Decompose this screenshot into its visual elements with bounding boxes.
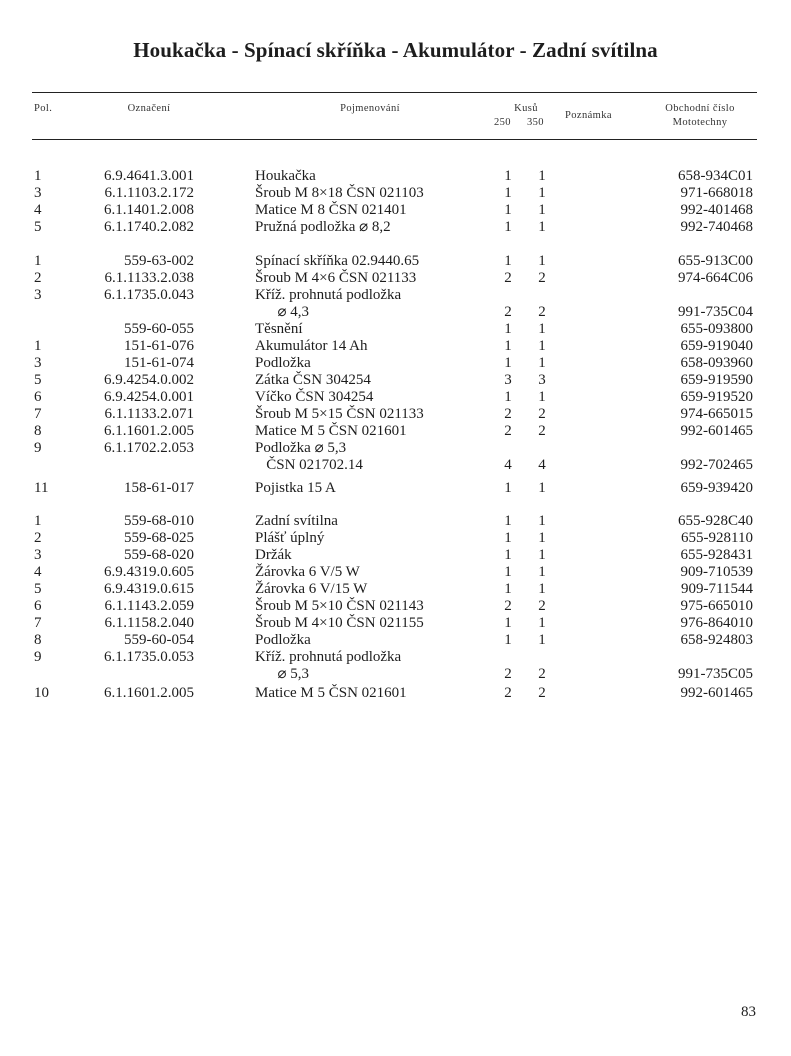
cell-pos: 2	[34, 270, 42, 286]
cell-k350: 1	[538, 321, 546, 337]
cell-k350: 4	[538, 457, 546, 473]
cell-pos: 5	[34, 581, 42, 597]
cell-name: ČSN 021702.14	[255, 457, 363, 473]
cell-pos: 4	[34, 564, 42, 580]
cell-k250: 2	[504, 598, 512, 614]
table-row	[0, 406, 791, 423]
cell-pos: 10	[34, 685, 49, 701]
table-row	[0, 202, 791, 219]
table-row	[0, 355, 791, 372]
cell-code: 6.1.1103.2.172	[104, 185, 194, 201]
cell-k350: 1	[538, 615, 546, 631]
table-row	[0, 547, 791, 564]
cell-name: Víčko ČSN 304254	[255, 389, 374, 405]
cell-order: 659-919590	[680, 372, 753, 388]
cell-pos: 8	[34, 632, 42, 648]
cell-code: 6.1.1735.0.043	[104, 287, 194, 303]
cell-code: 6.1.1133.2.038	[104, 270, 194, 286]
table-row	[0, 219, 791, 236]
cell-code: 6.9.4641.3.001	[104, 168, 194, 184]
cell-k250: 2	[504, 666, 512, 682]
cell-order: 971-668018	[680, 185, 753, 201]
cell-code: 559-68-020	[124, 547, 194, 563]
cell-pos: 3	[34, 547, 42, 563]
cell-k250: 1	[504, 389, 512, 405]
col-header-pojmenovani: Pojmenování	[340, 103, 400, 114]
cell-code: 6.1.1735.0.053	[104, 649, 194, 665]
cell-pos: 3	[34, 185, 42, 201]
cell-k250: 1	[504, 547, 512, 563]
cell-name: Žárovka 6 V/15 W	[255, 581, 368, 597]
cell-pos: 11	[34, 480, 49, 496]
cell-k250: 1	[504, 581, 512, 597]
cell-k350: 1	[538, 168, 546, 184]
table-row	[0, 513, 791, 530]
col-header-poznamka: Poznámka	[565, 110, 612, 121]
cell-order: 992-601465	[680, 685, 753, 701]
table-row	[0, 598, 791, 615]
cell-k250: 1	[504, 355, 512, 371]
cell-k350: 1	[538, 480, 546, 496]
cell-code: 6.1.1740.2.082	[104, 219, 194, 235]
cell-k250: 1	[504, 480, 512, 496]
cell-code: 6.9.4319.0.615	[104, 581, 194, 597]
cell-name: ⌀ 5,3	[255, 666, 310, 682]
cell-pos: 3	[34, 287, 42, 303]
cell-k350: 1	[538, 253, 546, 269]
cell-order: 659-919040	[680, 338, 753, 354]
cell-pos: 7	[34, 406, 42, 422]
table-row	[0, 253, 791, 270]
cell-k250: 1	[504, 202, 512, 218]
cell-order: 975-665010	[680, 598, 753, 614]
cell-pos: 1	[34, 338, 42, 354]
cell-code: 6.1.1401.2.008	[104, 202, 194, 218]
cell-name: Žárovka 6 V/5 W	[255, 564, 360, 580]
cell-code: 151-61-076	[124, 338, 194, 354]
cell-name: Těsnění	[255, 321, 303, 337]
cell-pos: 1	[34, 253, 42, 269]
cell-k350: 1	[538, 185, 546, 201]
cell-code: 151-61-074	[124, 355, 194, 371]
cell-order: 992-401468	[680, 202, 753, 218]
cell-order: 909-710539	[680, 564, 753, 580]
cell-k350: 1	[538, 564, 546, 580]
cell-k350: 2	[538, 598, 546, 614]
cell-order: 658-924803	[680, 632, 753, 648]
col-header-250: 250	[494, 117, 511, 128]
cell-code: 6.1.1143.2.059	[104, 598, 194, 614]
cell-name: Kříž. prohnutá podložka	[255, 649, 402, 665]
col-header-obchodni-cislo: Obchodní číslo	[665, 103, 735, 114]
cell-name: Šroub M 4×10 ČSN 021155	[255, 615, 424, 631]
cell-k350: 2	[538, 685, 546, 701]
cell-order: 974-665015	[680, 406, 753, 422]
cell-name: Šroub M 8×18 ČSN 021103	[255, 185, 424, 201]
cell-code: 559-60-055	[124, 321, 194, 337]
cell-code: 6.1.1702.2.053	[104, 440, 194, 456]
cell-order: 992-740468	[680, 219, 753, 235]
table-row	[0, 304, 791, 321]
col-header-oznaceni: Označení	[127, 103, 171, 114]
col-header-350: 350	[527, 117, 544, 128]
cell-order: 992-601465	[680, 423, 753, 439]
cell-order: 655-928C40	[678, 513, 753, 529]
cell-pos: 4	[34, 202, 42, 218]
cell-code: 6.1.1601.2.005	[104, 685, 194, 701]
table-row	[0, 338, 791, 355]
cell-name: Šroub M 5×15 ČSN 021133	[255, 406, 424, 422]
cell-name: Zadní svítilna	[255, 513, 338, 529]
cell-code: 559-60-054	[124, 632, 194, 648]
cell-name: Podložka	[255, 632, 311, 648]
cell-order: 655-928110	[681, 530, 753, 546]
cell-k250: 1	[504, 513, 512, 529]
cell-pos: 9	[34, 649, 42, 665]
cell-name: Zátka ČSN 304254	[255, 372, 371, 388]
cell-k250: 1	[504, 321, 512, 337]
table-row	[0, 615, 791, 632]
cell-k350: 1	[538, 219, 546, 235]
cell-k250: 2	[504, 685, 512, 701]
cell-order: 659-939420	[680, 480, 753, 496]
cell-code: 6.9.4319.0.605	[104, 564, 194, 580]
cell-k350: 1	[538, 389, 546, 405]
cell-name: Podložka	[255, 355, 311, 371]
cell-order: 655-093800	[680, 321, 753, 337]
cell-name: Akumulátor 14 Ah	[255, 338, 368, 354]
cell-pos: 1	[34, 513, 42, 529]
table-row	[0, 423, 791, 440]
cell-k350: 1	[538, 202, 546, 218]
cell-k250: 1	[504, 253, 512, 269]
table-row	[0, 440, 791, 457]
col-header-pol: Pol.	[34, 103, 53, 114]
cell-pos: 6	[34, 389, 42, 405]
cell-k350: 2	[538, 304, 546, 320]
cell-name: Matice M 5 ČSN 021601	[255, 685, 407, 701]
cell-name: Podložka ⌀ 5,3	[255, 440, 347, 456]
cell-order: 659-919520	[680, 389, 753, 405]
cell-k350: 1	[538, 338, 546, 354]
cell-order: 655-928431	[680, 547, 753, 563]
cell-name: Matice M 8 ČSN 021401	[255, 202, 407, 218]
cell-name: Šroub M 5×10 ČSN 021143	[255, 598, 424, 614]
page-title: Houkačka - Spínací skříňka - Akumulátor - Zadní svítilna	[133, 38, 658, 62]
table-row	[0, 185, 791, 202]
table-row	[0, 530, 791, 547]
cell-code: 6.9.4254.0.002	[104, 372, 194, 388]
cell-k350: 1	[538, 632, 546, 648]
cell-pos: 2	[34, 530, 42, 546]
table-row	[0, 168, 791, 185]
cell-k350: 1	[538, 530, 546, 546]
cell-k350: 2	[538, 406, 546, 422]
table-row	[0, 666, 791, 683]
table-row	[0, 480, 791, 497]
cell-code: 6.1.1158.2.040	[104, 615, 194, 631]
cell-name: Pružná podložka ⌀ 8,2	[255, 219, 391, 235]
cell-code: 6.9.4254.0.001	[104, 389, 194, 405]
cell-pos: 9	[34, 440, 42, 456]
header-bottom-rule	[32, 139, 757, 140]
cell-k350: 2	[538, 270, 546, 286]
cell-k350: 1	[538, 581, 546, 597]
cell-pos: 1	[34, 168, 42, 184]
cell-code: 559-63-002	[124, 253, 194, 269]
cell-pos: 8	[34, 423, 42, 439]
cell-order: 658-093960	[680, 355, 753, 371]
cell-code: 559-68-010	[124, 513, 194, 529]
cell-pos: 5	[34, 372, 42, 388]
cell-code: 158-61-017	[124, 480, 194, 496]
cell-k350: 1	[538, 547, 546, 563]
cell-k250: 2	[504, 270, 512, 286]
cell-code: 6.1.1601.2.005	[104, 423, 194, 439]
cell-name: Šroub M 4×6 ČSN 021133	[255, 270, 417, 286]
col-header-kusu: Kusů	[514, 103, 538, 114]
cell-pos: 5	[34, 219, 42, 235]
cell-k250: 2	[504, 304, 512, 320]
table-row	[0, 649, 791, 666]
cell-name: Matice M 5 ČSN 021601	[255, 423, 407, 439]
cell-k250: 1	[504, 219, 512, 235]
table-row	[0, 685, 791, 702]
cell-k250: 1	[504, 338, 512, 354]
cell-order: 991-735C05	[678, 666, 753, 682]
cell-order: 658-934C01	[678, 168, 753, 184]
cell-pos: 7	[34, 615, 42, 631]
cell-order: 976-864010	[680, 615, 753, 631]
table-row	[0, 581, 791, 598]
cell-k350: 2	[538, 666, 546, 682]
cell-order: 991-735C04	[678, 304, 753, 320]
cell-k250: 1	[504, 185, 512, 201]
page-number: 83	[741, 1004, 756, 1020]
cell-order: 974-664C06	[678, 270, 753, 286]
cell-k250: 3	[504, 372, 512, 388]
table-row	[0, 270, 791, 287]
table-row	[0, 632, 791, 649]
table-row	[0, 389, 791, 406]
cell-name: ⌀ 4,3	[255, 304, 310, 320]
cell-order: 992-702465	[680, 457, 753, 473]
cell-code: 6.1.1133.2.071	[104, 406, 194, 422]
cell-name: Pojistka 15 A	[255, 480, 336, 496]
cell-k350: 1	[538, 513, 546, 529]
cell-order: 655-913C00	[678, 253, 753, 269]
cell-k250: 1	[504, 615, 512, 631]
cell-name: Držák	[255, 547, 292, 563]
table-row	[0, 287, 791, 304]
cell-k250: 2	[504, 406, 512, 422]
cell-k250: 1	[504, 168, 512, 184]
cell-k250: 1	[504, 564, 512, 580]
cell-code: 559-68-025	[124, 530, 194, 546]
cell-k250: 2	[504, 423, 512, 439]
cell-k250: 4	[504, 457, 512, 473]
cell-name: Kříž. prohnutá podložka	[255, 287, 402, 303]
cell-k250: 1	[504, 530, 512, 546]
cell-k250: 1	[504, 632, 512, 648]
cell-pos: 3	[34, 355, 42, 371]
header-top-rule	[32, 92, 757, 93]
cell-name: Plášť úplný	[255, 530, 325, 546]
table-row	[0, 321, 791, 338]
cell-pos: 6	[34, 598, 42, 614]
cell-order: 909-711544	[681, 581, 753, 597]
cell-name: Spínací skříňka 02.9440.65	[255, 253, 420, 269]
cell-k350: 2	[538, 423, 546, 439]
table-row	[0, 564, 791, 581]
table-row	[0, 372, 791, 389]
table-row	[0, 457, 791, 474]
cell-name: Houkačka	[255, 168, 316, 184]
cell-k350: 1	[538, 355, 546, 371]
cell-k350: 3	[538, 372, 546, 388]
col-header-mototechny: Mototechny	[672, 117, 728, 128]
